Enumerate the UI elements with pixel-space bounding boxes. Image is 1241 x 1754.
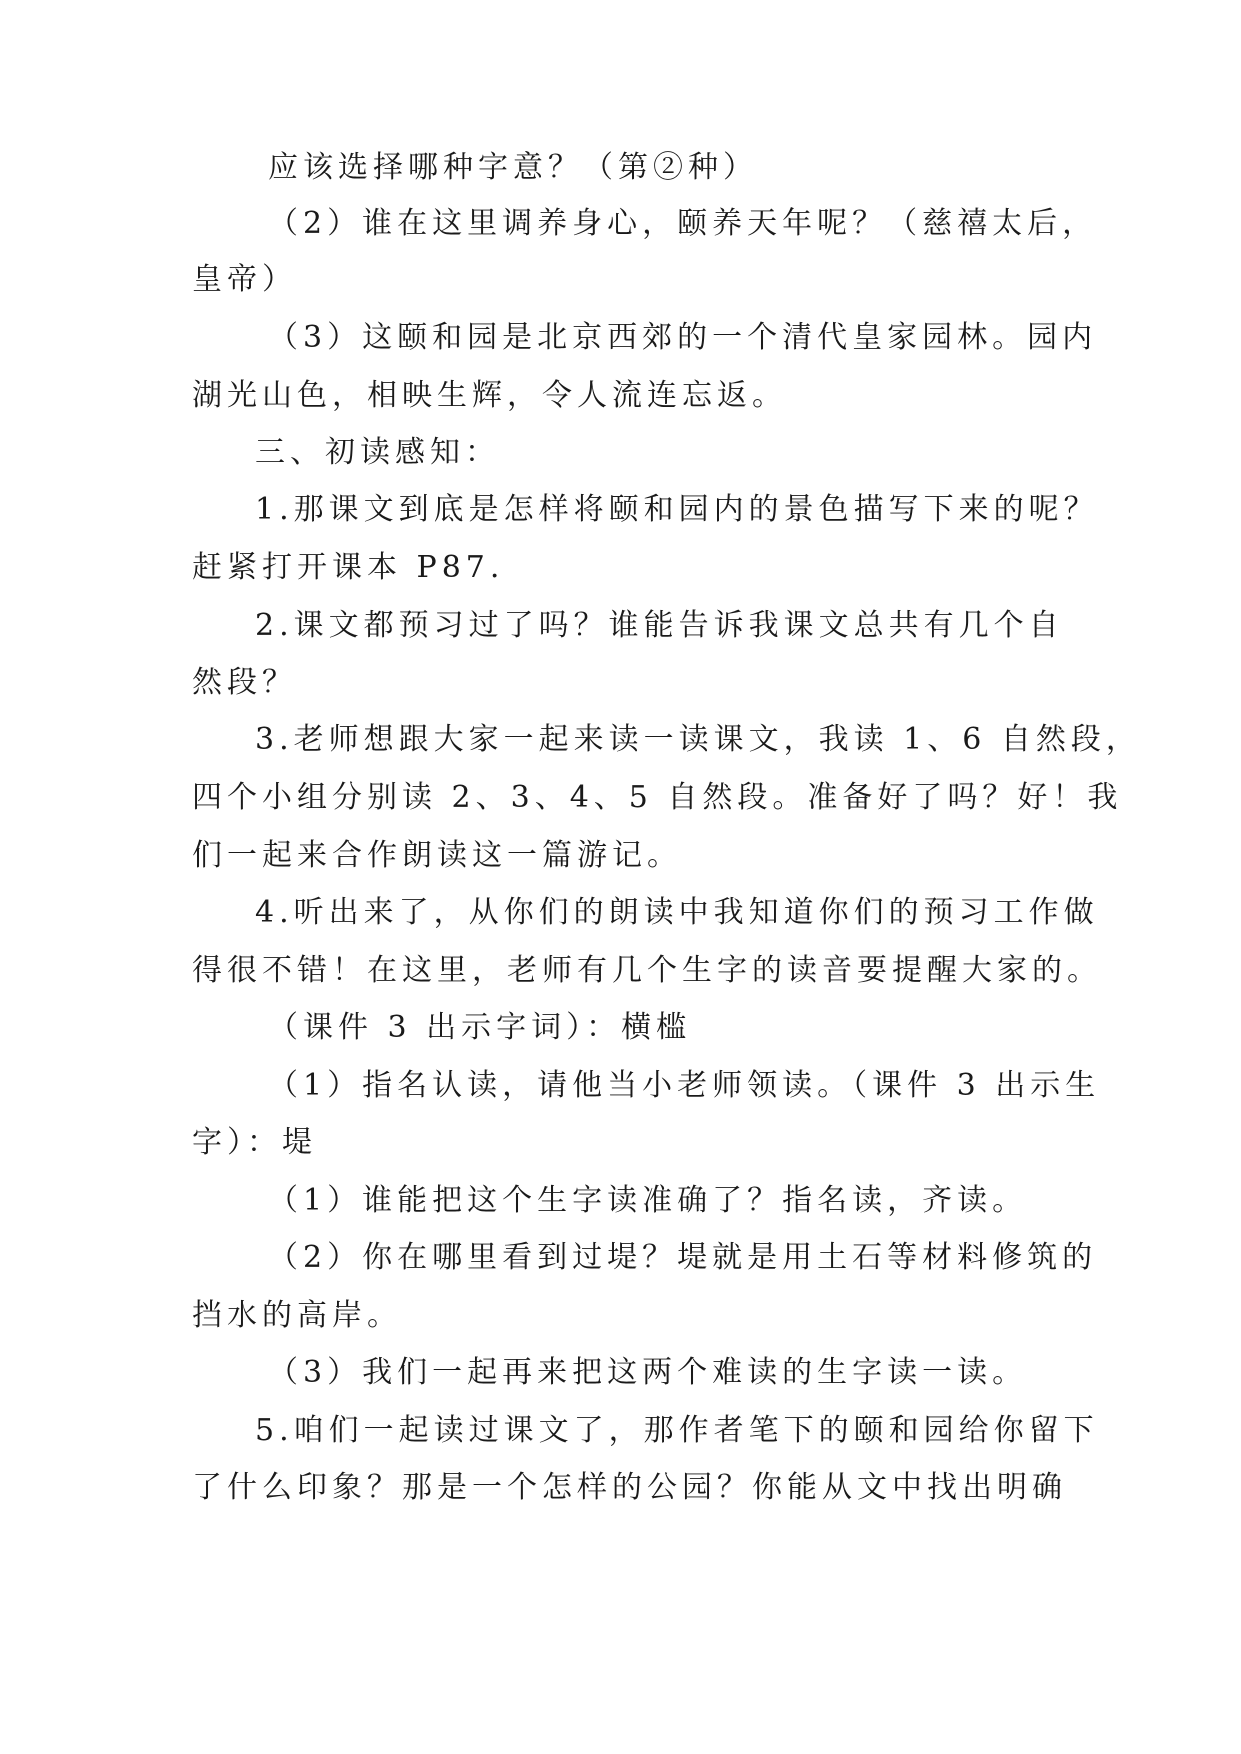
text-line: （3）我们一起再来把这两个难读的生字读一读。 bbox=[268, 1355, 1028, 1390]
text-line: （2）谁在这里调养身心，颐养天年呢？（慈禧太后， bbox=[268, 206, 1098, 241]
text-line: 得很不错！在这里，老师有几个生字的读音要提醒大家的。 bbox=[192, 953, 1102, 988]
text-line: 挡水的高岸。 bbox=[192, 1298, 402, 1333]
text-line: 3.老师想跟大家一起来读一读课文，我读 1、6 自然段， bbox=[255, 722, 1141, 757]
text-line: （1）谁能把这个生字读准确了？指名读，齐读。 bbox=[268, 1183, 1028, 1218]
text-line: 们一起来合作朗读这一篇游记。 bbox=[192, 838, 682, 873]
text-line: 赶紧打开课本 P87. bbox=[192, 550, 505, 585]
text-line: 湖光山色，相映生辉，令人流连忘返。 bbox=[192, 378, 787, 413]
text-line: 1.那课文到底是怎样将颐和园内的景色描写下来的呢？ bbox=[255, 492, 1099, 527]
text-line: 字）：堤 bbox=[192, 1125, 317, 1160]
text-line: （3）这颐和园是北京西郊的一个清代皇家园林。园内 bbox=[268, 320, 1098, 355]
text-line: 5.咱们一起读过课文了，那作者笔下的颐和园给你留下 bbox=[255, 1413, 1099, 1448]
text-line: 4.听出来了，从你们的朗读中我知道你们的预习工作做 bbox=[255, 895, 1099, 930]
text-line: 皇帝） bbox=[192, 262, 297, 297]
text-line: 了什么印象？那是一个怎样的公园？你能从文中找出明确 bbox=[192, 1470, 1067, 1505]
text-line: 四个小组分别读 2、3、4、5 自然段。准备好了吗？好！我 bbox=[192, 780, 1123, 815]
section-heading: 三、初读感知： bbox=[255, 435, 500, 470]
text-line: （1）指名认读，请他当小老师领读。（课件 3 出示生 bbox=[268, 1068, 1101, 1103]
text-line: 应该选择哪种字意？（第②种） bbox=[268, 150, 758, 185]
text-line: （2）你在哪里看到过堤？堤就是用土石等材料修筑的 bbox=[268, 1240, 1098, 1275]
text-line: 然段？ bbox=[192, 665, 297, 700]
text-line: 2.课文都预习过了吗？谁能告诉我课文总共有几个自 bbox=[255, 608, 1064, 643]
text-line: （课件 3 出示字词）：横槛 bbox=[268, 1010, 692, 1045]
